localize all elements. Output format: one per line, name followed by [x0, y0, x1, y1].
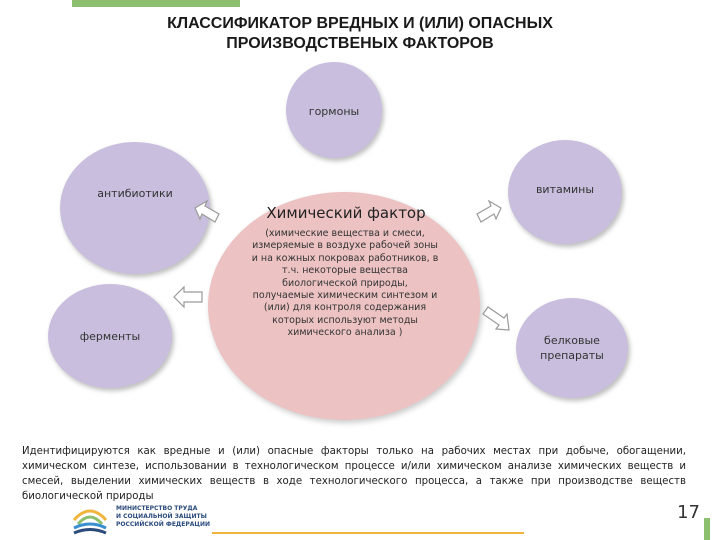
node-antibiotics: [60, 142, 210, 274]
node-hormones-label: гормоны: [308, 105, 360, 118]
title-line-2: ПРОИЗВОДСТВЕНЫХ ФАКТОРОВ: [226, 35, 494, 52]
arrow-to-antibiotics-icon: [192, 198, 222, 228]
footer-description: Идентифицируются как вредные и (или) опасные факторы только на рабочих местах при добыче, обогащении, химическом синтезе, использовании в технологическом процессе и/или химическом анализе химических веществ и смесей, выделении химических веществ в ходе технологического процесса, а также при производстве веществ биологической природы: [22, 446, 686, 502]
ministry-name-line-3: РОССИЙСКОЙ ФЕДЕРАЦИИ: [116, 521, 211, 528]
arrow-to-vitamins-icon: [474, 198, 504, 228]
top-accent-bar: [72, 0, 240, 7]
node-antibiotics-label: антибиотики: [97, 187, 173, 200]
page-title: [120, 14, 600, 54]
node-vitamins: [508, 140, 622, 244]
title-line-1: КЛАССИФИКАТОР ВРЕДНЫХ И (ИЛИ) ОПАСНЫХ: [167, 15, 553, 32]
ministry-name-line-2: И СОЦИАЛЬНОЙ ЗАЩИТЫ: [116, 513, 207, 520]
node-enzymes-label: ферменты: [79, 329, 141, 343]
bottom-accent-line: [212, 532, 524, 534]
center-node-title: Химический фактор: [266, 204, 426, 222]
ministry-logo-icon: [70, 500, 110, 538]
corner-accent-bar: [704, 518, 710, 540]
page-number: 17: [677, 502, 700, 523]
node-hormones: [286, 62, 382, 158]
center-node-description: (химические вещества и смеси, измеряемые в воздухе рабочей зоны и на кожных покровах работников, в т.ч. некоторые вещества биологической природы, получаемые химическим синтезом и (или) для контроля содержания которых используют методы химического анализа ): [251, 228, 439, 339]
arrow-to-enzymes-icon: [172, 284, 204, 310]
ministry-name: [116, 505, 226, 529]
node-protein-preparations-label: белковые препараты: [540, 334, 604, 362]
node-enzymes: [48, 284, 172, 388]
arrow-to-protein-preparations-icon: [480, 302, 512, 334]
node-protein-preparations: [516, 298, 628, 398]
node-vitamins-label: витамины: [535, 183, 595, 196]
ministry-name-line-1: МИНИСТЕРСТВО ТРУДА: [116, 505, 198, 512]
